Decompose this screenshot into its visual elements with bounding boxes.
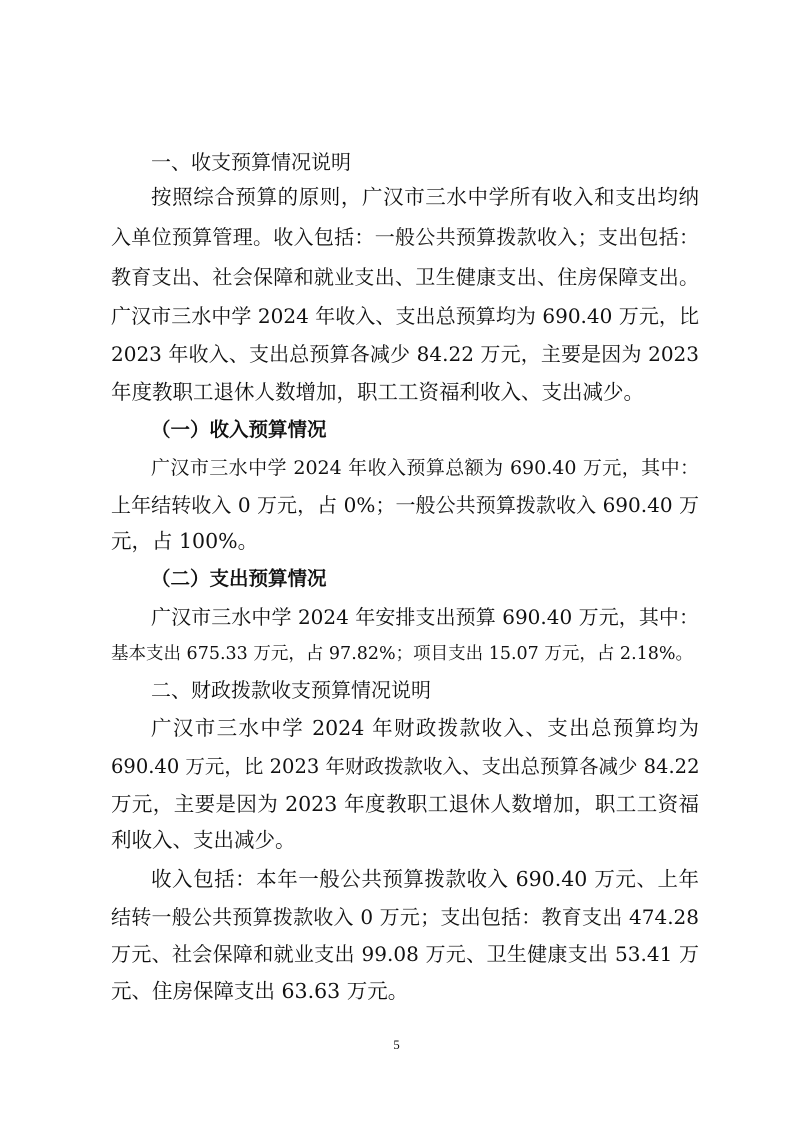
paragraph-line: 2023 年收入、支出总预算各减少 84.22 万元，主要是因为 2023: [111, 342, 699, 366]
subsection-heading-income: （一）收入预算情况: [151, 418, 327, 441]
paragraph-line: 广汉市三水中学 2024 年收入、支出总预算均为 690.40 万元，比: [111, 304, 699, 328]
paragraph-line: 利收入、支出减少。: [111, 828, 296, 852]
paragraph-line: 万元、社会保障和就业支出 99.08 万元、卫生健康支出 53.41 万: [111, 942, 699, 966]
paragraph-line: 上年结转收入 0 万元，占 0%；一般公共预算拨款收入 690.40 万: [111, 493, 699, 517]
paragraph-line: 690.40 万元，比 2023 年财政拨款收入、支出总预算各减少 84.22: [111, 755, 700, 778]
paragraph-line: 入单位预算管理。收入包括：一般公共预算拨款收入；支出包括：: [111, 225, 699, 249]
paragraph-line: 广汉市三水中学 2024 年收入预算总额为 690.40 万元，其中：: [151, 457, 699, 479]
paragraph-line: 年度教职工退休人数增加，职工工资福利收入、支出减少。: [111, 380, 644, 404]
paragraph-line: 结转一般公共预算拨款收入 0 万元；支出包括：教育支出 474.28: [111, 905, 699, 929]
subsection-heading-expenditure: （二）支出预算情况: [151, 567, 327, 590]
section-heading-fiscal-appropriation: 二、财政拨款收支预算情况说明: [151, 678, 431, 702]
paragraph-line: 收入包括：本年一般公共预算拨款收入 690.40 万元、上年: [151, 867, 699, 891]
paragraph-line: 元，占 100%。: [111, 529, 259, 553]
section-heading-budget-overview: 一、收支预算情况说明: [151, 150, 351, 174]
paragraph-line: 基本支出 675.33 万元，占 97.82%；项目支出 15.07 万元，占 2.18%。: [111, 644, 694, 664]
paragraph-line: 广汉市三水中学 2024 年财政拨款收入、支出总预算均为: [151, 716, 699, 740]
paragraph-line: 广汉市三水中学 2024 年安排支出预算 690.40 万元，其中：: [151, 605, 699, 629]
paragraph-line: 元、住房保障支出 63.63 万元。: [111, 979, 409, 1003]
paragraph-line: 万元，主要是因为 2023 年度教职工退休人数增加，职工工资福: [111, 792, 699, 816]
page-number: 5: [393, 1037, 400, 1052]
paragraph-line: 教育支出、社会保障和就业支出、卫生健康支出、住房保障支出。: [111, 265, 699, 289]
paragraph-line: 按照综合预算的原则，广汉市三水中学所有收入和支出均纳: [151, 185, 699, 209]
